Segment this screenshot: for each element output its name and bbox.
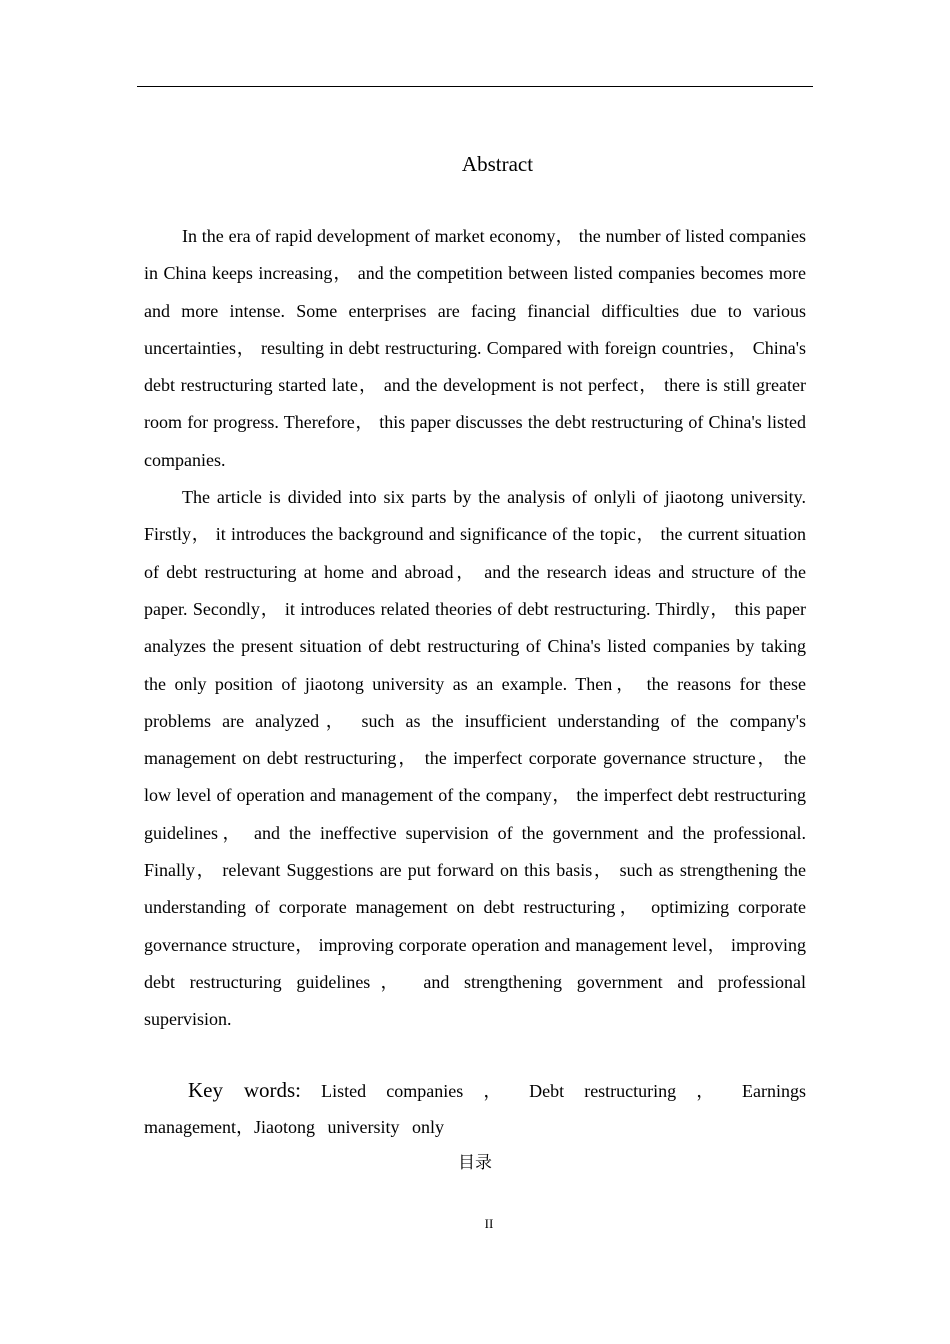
abstract-title: Abstract — [461, 152, 534, 176]
abstract-paragraph-2: The article is divided into six parts by the analysis of onlyli of jiaotong university. Firstly， it introduces the background and significance of the topic， the current situation of debt restructuring at home and abroad， and the research ideas and structure of the paper. Secondly， it introduces related theories of debt restructuring. Thirdly， this paper analyzes the present situation of debt restructuring of China's listed companies by taking the only position of jiaotong university as an example. Then， the reasons for these problems are analyzed， such as the insufficient understanding of the company's management on debt restructuring， the imperfect corporate governance structure， the low level of operation and management of the company， the imperfect debt restructuring guidelines， and the ineffective supervision of the government and the professional. Finally， relevant Suggestions are put forward on this basis， such as strengthening the understanding of corporate management on debt restructuring， optimizing corporate governance structure， improving corporate operation and management level， improving debt restructuring guidelines， and strengthening government and professional supervision. — [144, 487, 806, 1030]
abstract-body — [144, 218, 806, 1039]
keywords-label: Key words: — [188, 1078, 302, 1102]
keywords-paragraph — [144, 1072, 806, 1145]
page-number: II — [484, 1216, 494, 1231]
toc-heading: 目录 — [458, 1153, 492, 1173]
keywords-section — [144, 1072, 806, 1145]
abstract-paragraph-1: In the era of rapid development of market economy， the number of listed companies in China keeps increasing， and the competition between listed companies becomes more and more intense. Some enterprises are facing financial difficulties due to various uncertainties， resulting in debt restructuring. Compared with foreign countries， China's debt restructuring started late， and the development is not perfect， there is still greater room for progress. Therefore， this paper discusses the debt restructuring of China's listed companies. — [144, 226, 806, 470]
keywords-text: Listed companies ， Debt restructuring ， Earnings management，Jiaotong university only — [144, 1081, 807, 1137]
header-rule — [137, 86, 813, 87]
